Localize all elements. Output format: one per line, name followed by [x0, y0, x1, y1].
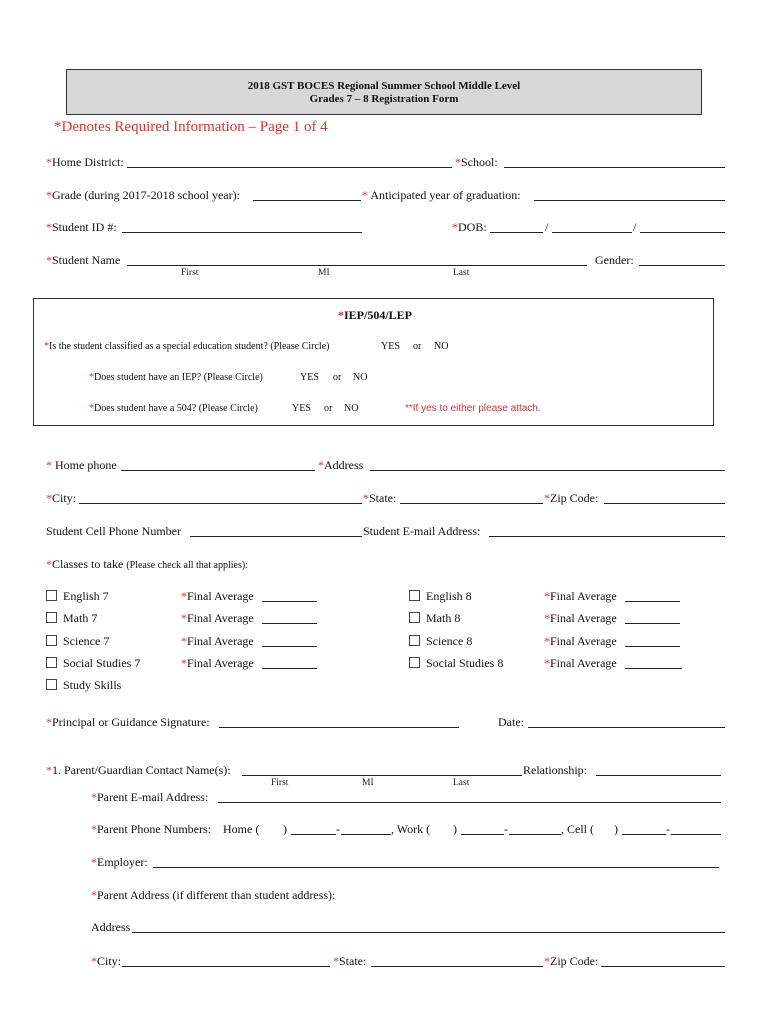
checkbox[interactable]: [409, 635, 420, 646]
parent-state-label: *State:: [333, 954, 367, 968]
address-label: *Address: [318, 458, 364, 472]
home-phone-dash: -: [336, 822, 340, 836]
iep-q3-yes[interactable]: YES: [292, 403, 311, 414]
iep-q3-no[interactable]: NO: [344, 403, 359, 414]
cell-phone-open: , Cell (: [561, 822, 594, 836]
required-note: *Denotes Required Information – Page 1 of 4: [54, 119, 328, 135]
parent-sub-last: Last: [453, 778, 470, 788]
class-option[interactable]: Math 8: [409, 611, 460, 625]
final-average-field[interactable]: [625, 634, 680, 647]
school-field[interactable]: [504, 155, 725, 168]
final-average-field[interactable]: [262, 589, 317, 602]
parent-cell-phone-prefix[interactable]: [622, 822, 666, 835]
parent-zip-field[interactable]: [601, 954, 725, 967]
form-header: [66, 69, 702, 115]
iep-question-3: *Does student have a 504? (Please Circle): [89, 403, 258, 414]
final-average-label: *Final Average: [544, 656, 617, 670]
classes-heading-note: (Please check all that applies):: [126, 560, 248, 571]
parent-contact-label: *1. Parent/Guardian Contact Name(s):: [46, 763, 231, 777]
gender-label: Gender:: [595, 253, 634, 267]
grade-label: *Grade (during 2017-2018 school year):: [46, 188, 240, 202]
home-district-field[interactable]: [127, 155, 452, 168]
dob-label: *DOB:: [452, 220, 487, 234]
school-label: *School:: [455, 155, 498, 169]
iep-question-1: *Is the student classified as a special education student? (Please Circle): [44, 341, 330, 352]
city-field[interactable]: [79, 491, 362, 504]
student-name-field[interactable]: [127, 253, 587, 266]
employer-label: *Employer:: [91, 855, 148, 869]
cell-phone-close: ): [614, 822, 618, 836]
class-option[interactable]: English 8: [409, 589, 472, 603]
work-phone-open: , Work (: [391, 822, 431, 836]
final-average-label: *Final Average: [181, 634, 254, 648]
signature-label: *Principal or Guidance Signature:: [46, 715, 210, 729]
iep-attach-note: **If yes to either please attach.: [405, 403, 541, 414]
checkbox[interactable]: [46, 679, 57, 690]
class-option[interactable]: Science 7: [46, 634, 109, 648]
parent-work-phone-prefix[interactable]: [461, 822, 504, 835]
zip-label: *Zip Code:: [544, 491, 599, 505]
name-sub-last: Last: [453, 268, 470, 278]
final-average-label: *Final Average: [181, 589, 254, 603]
final-average-label: *Final Average: [544, 611, 617, 625]
final-average-field[interactable]: [262, 634, 317, 647]
student-name-label: *Student Name: [46, 253, 121, 267]
grad-year-label: * Anticipated year of graduation:: [362, 188, 521, 202]
home-phone-field[interactable]: [121, 458, 315, 471]
parent-address-label: Address: [91, 920, 131, 934]
date-field[interactable]: [528, 715, 725, 728]
dob-year-field[interactable]: [640, 220, 725, 233]
address-field[interactable]: [370, 458, 725, 471]
class-option[interactable]: Science 8: [409, 634, 472, 648]
date-label: Date:: [498, 715, 524, 729]
work-phone-close: ): [453, 822, 457, 836]
iep-q2-no[interactable]: NO: [353, 372, 368, 383]
email-field[interactable]: [489, 524, 725, 537]
iep-title: *IEP/504/LEP: [338, 308, 413, 322]
cell-label: Student Cell Phone Number: [46, 524, 181, 538]
home-phone-close: ): [283, 822, 287, 836]
checkbox[interactable]: [409, 590, 420, 601]
checkbox[interactable]: [409, 612, 420, 623]
class-option[interactable]: Math 7: [46, 611, 97, 625]
classes-heading: *Classes to take (Please check all that applies):: [46, 557, 248, 571]
checkbox[interactable]: [46, 612, 57, 623]
iep-question-2: *Does student have an IEP? (Please Circle): [89, 372, 263, 383]
parent-home-phone-line[interactable]: [341, 822, 391, 835]
class-option[interactable]: Study Skills: [46, 678, 121, 692]
iep-q2-or: or: [333, 372, 342, 383]
iep-q3-or: or: [324, 403, 333, 414]
parent-city-label: *City:: [91, 954, 122, 968]
cell-field[interactable]: [190, 524, 362, 537]
final-average-label: *Final Average: [181, 611, 254, 625]
parent-address-heading: *Parent Address (if different than student address):: [91, 888, 336, 902]
checkbox[interactable]: [46, 635, 57, 646]
final-average-field[interactable]: [625, 589, 680, 602]
home-phone-label: * Home phone: [46, 458, 117, 472]
parent-email-field[interactable]: [218, 790, 721, 803]
final-average-label: *Final Average: [181, 656, 254, 670]
class-option[interactable]: Social Studies 8: [409, 656, 503, 670]
parent-sub-mi: MI: [362, 778, 374, 788]
parent-phones-label: *Parent Phone Numbers:: [91, 822, 211, 836]
relationship-field[interactable]: [596, 763, 721, 776]
email-label: Student E-mail Address:: [363, 524, 481, 538]
checkbox[interactable]: [409, 657, 420, 668]
gender-field[interactable]: [639, 253, 725, 266]
final-average-label: *Final Average: [544, 589, 617, 603]
iep-q1-or: or: [413, 341, 422, 352]
name-sub-first: First: [181, 268, 199, 278]
parent-work-phone-line[interactable]: [509, 822, 561, 835]
signature-field[interactable]: [219, 715, 459, 728]
dob-month-field[interactable]: [490, 220, 543, 233]
final-average-field[interactable]: [262, 656, 317, 669]
home-phone-open: Home (: [223, 822, 260, 836]
checkbox[interactable]: [46, 590, 57, 601]
dob-separator-1: /: [545, 220, 549, 234]
parent-city-field[interactable]: [122, 954, 330, 967]
parent-sub-first: First: [271, 778, 289, 788]
student-id-field[interactable]: [122, 220, 362, 233]
iep-q2-yes[interactable]: YES: [300, 372, 319, 383]
final-average-field[interactable]: [625, 611, 680, 624]
iep-q1-no[interactable]: NO: [434, 341, 449, 352]
state-label: *State:: [363, 491, 397, 505]
dob-separator-2: /: [633, 220, 637, 234]
checkbox[interactable]: [46, 657, 57, 668]
parent-email-label: *Parent E-mail Address:: [91, 790, 209, 804]
home-district-row: [46, 155, 124, 169]
state-field[interactable]: [400, 491, 543, 504]
class-option[interactable]: English 7: [46, 589, 109, 603]
dob-day-field[interactable]: [552, 220, 632, 233]
home-district-label: *Home District:: [46, 155, 124, 169]
iep-q1-yes[interactable]: YES: [381, 341, 400, 352]
cell-phone-dash: -: [666, 822, 670, 836]
class-option[interactable]: Social Studies 7: [46, 656, 140, 670]
grade-field[interactable]: [253, 188, 361, 201]
employer-field[interactable]: [153, 855, 719, 868]
final-average-field[interactable]: [262, 611, 317, 624]
header-title: 2018 GST BOCES Regional Summer School Middle Level: [247, 80, 521, 92]
name-sub-mi: MI: [318, 268, 330, 278]
parent-home-phone-prefix[interactable]: [291, 822, 336, 835]
header-subtitle: Grades 7 – 8 Registration Form: [309, 93, 459, 105]
parent-cell-phone-line[interactable]: [671, 822, 721, 835]
final-average-field[interactable]: [625, 656, 682, 669]
grad-year-field[interactable]: [534, 188, 725, 201]
zip-field[interactable]: [604, 491, 725, 504]
parent-address-field[interactable]: [132, 920, 725, 933]
work-phone-dash: -: [504, 822, 508, 836]
relationship-label: Relationship:: [523, 763, 587, 777]
student-id-label: *Student ID #:: [46, 220, 117, 234]
parent-zip-label: *Zip Code:: [544, 954, 599, 968]
city-label: *City:: [46, 491, 77, 505]
parent-state-field[interactable]: [371, 954, 543, 967]
final-average-label: *Final Average: [544, 634, 617, 648]
parent-contact-field[interactable]: [242, 763, 522, 776]
